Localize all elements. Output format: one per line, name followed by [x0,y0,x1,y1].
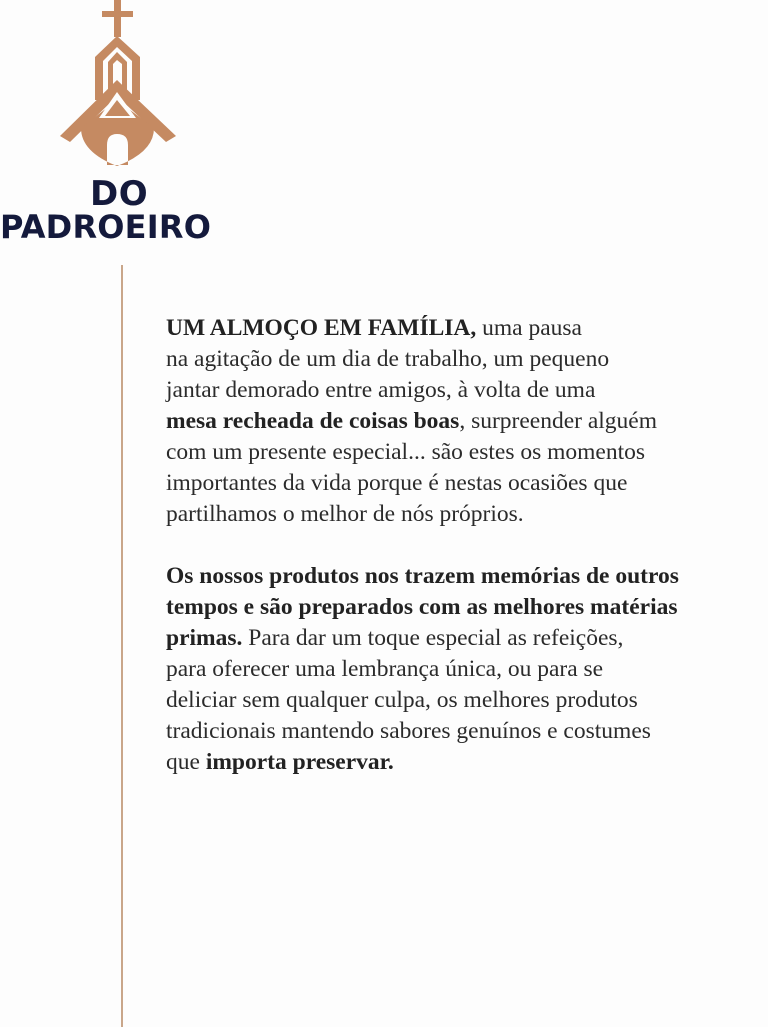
text-line: importantes da vida porque é nestas ocasiões que [166,470,628,496]
text-span: que [166,749,206,775]
text-line [166,623,768,654]
text-line [166,313,768,344]
emphasis-text: Os nossos produtos nos trazem memórias de outros [166,563,679,589]
emphasis-text: primas. [166,625,243,651]
text-span: , surpreender alguém [459,408,658,434]
paragraph-spacer [166,530,768,561]
brand-name-line2: PADROEIRO [0,208,212,246]
text-line [166,747,768,778]
text-line: jantar demorado entre amigos, à volta de uma [166,377,596,403]
emphasis-text: mesa recheada de coisas boas [166,408,460,434]
church-icon [55,0,180,170]
text-line: com um presente especial... são estes os momentos [166,439,646,465]
vertical-divider [121,265,123,1027]
text-line: deliciar sem qualquer culpa, os melhores produtos [166,687,638,713]
text-line [166,406,768,437]
text-line: na agitação de um dia de trabalho, um pequeno [166,346,610,372]
brand-name-line1: DO [90,174,149,214]
text-line: para oferecer uma lembrança única, ou para se [166,656,604,682]
emphasis-text: importa preservar. [205,749,394,775]
text-line: tradicionais mantendo sabores genuínos e costumes [166,718,651,744]
body-text [166,313,768,778]
text-line [166,561,768,592]
emphasis-text: UM ALMOÇO EM FAMÍLIA, [166,315,477,341]
text-span: uma pausa [476,315,582,341]
paragraph-2 [166,561,768,778]
paragraph-1 [166,313,768,530]
text-line: partilhamos o melhor de nós próprios. [166,501,524,527]
text-span: Para dar um toque especial as refeições, [242,625,624,651]
brand-logo [0,0,260,250]
text-line [166,592,768,623]
emphasis-text: tempos e são preparados com as melhores matérias [166,594,678,620]
